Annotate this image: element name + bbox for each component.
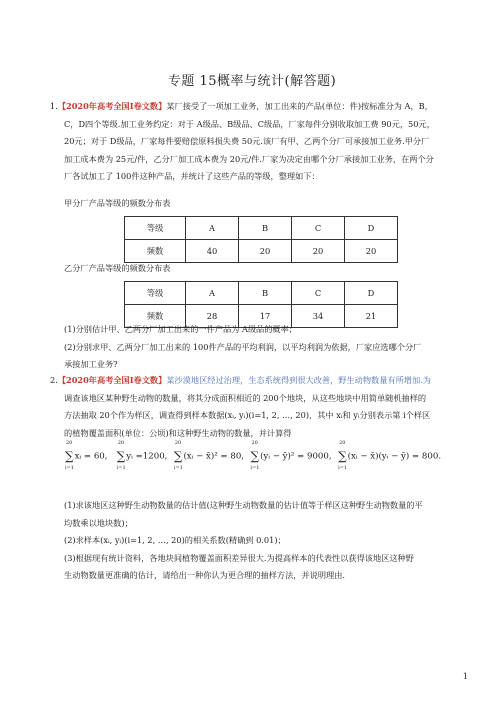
formula-syy: (yᵢ − ȳ)² = 9000, [260, 451, 332, 462]
table-cell: 34 [292, 305, 345, 328]
table-cell: 等级 [125, 217, 186, 240]
sigma-symbol: ∑ 20 i=1 [116, 440, 126, 471]
table-cell: A [186, 217, 239, 240]
table-cell: 频数 [125, 240, 186, 263]
table1-caption: 甲分厂产品等级的频数分布表 [64, 198, 171, 208]
table-cell: C [292, 217, 345, 240]
q2-line-2: 调查该地区某种野生动物的数量，将其分成面积相近的 200个地块，从这些地块中用简单随机抽样的 [64, 392, 427, 403]
q1-subquestion-2-cont: 承接加工业务? [64, 359, 118, 369]
summation-formula [64, 440, 442, 471]
q2-line-4: 的植物覆盖面积(单位：公顷)和这种野生动物的数量，并计算得 [64, 427, 292, 438]
table-row [125, 282, 398, 305]
table-row [125, 240, 398, 263]
q2-source-tag: 【2020年高考全国Ⅰ卷文数】 [57, 375, 167, 385]
sigma-symbol: ∑ 20 i=1 [65, 440, 74, 471]
formula-sxx: (xᵢ − x̄)² = 80, [183, 451, 245, 462]
q2-subquestion-1-cont: 均数乘以地块数)； [64, 517, 133, 528]
q2-subquestion-1: (1)求该地区这种野生动物数量的估计值(这种野生动物数量的估计值等于样区这种野生动物数量的平 [64, 500, 423, 510]
sigma-symbol: ∑ 20 i=1 [173, 440, 183, 471]
q1-line-2: C，D四个等级.加工业务约定：对于 A级品、B级品、C级品，厂家每件分别收取加工费 90元，50元， [64, 118, 435, 129]
sigma-symbol: ∑ 20 i=1 [250, 440, 260, 471]
table-cell: B [239, 217, 292, 240]
table-cell: 40 [186, 240, 239, 263]
q2-text-1: 某沙漠地区经过治理，生态系统得到很大改善，野生动物数量有所增加.为 [166, 375, 431, 385]
q1-subquestion-1: (1)分别估计甲、乙两分厂加工出来的一件产品为 A级品的概率； [64, 324, 297, 334]
question-1 [50, 98, 470, 186]
q1-line-4: 加工成本费为 25元/件，乙分厂加工成本费为 20元/件.厂家为决定由哪个分厂承接加工业务，在两个分 [64, 153, 434, 164]
table-cell: 20 [345, 240, 398, 263]
q2-subquestion-3-cont: 生动物数量更准确的估计，请给出一种你认为更合理的抽样方法，并说明理由. [64, 570, 345, 580]
table-cell: 28 [186, 305, 239, 328]
table-cell: D [345, 282, 398, 305]
q2-number: 2. [50, 375, 58, 385]
q2-line-1 [50, 372, 470, 390]
q1-number: 1. [50, 101, 58, 111]
table-cell: 21 [345, 305, 398, 328]
page-number: 1 [462, 672, 468, 681]
formula-sum-x: xᵢ = 60, [74, 451, 108, 462]
page-title: 专题 15概率与统计(解答题) [167, 74, 337, 89]
q2-subquestion-2: (2)求样本(xᵢ, yᵢ)(i=1, 2, …, 20)的相关系数(精确到 0.01)； [64, 535, 286, 545]
q2-line-3: 方法抽取 20个作为样区，调查得到样本数据(xᵢ, yᵢ)(i=1, 2, …, 20)，其中 xᵢ和 yᵢ分别表示第 i个样区 [64, 410, 431, 420]
q1-source-tag: 【2020年高考全国Ⅰ卷文数】 [57, 101, 167, 111]
q1-text-1: 某厂接受了一项加工业务，加工出来的产品(单位：件)按标准分为 A，B， [166, 101, 433, 111]
formula-sum-y: yᵢ =1200, [126, 451, 168, 462]
q1-subquestion-2: (2)分别求甲、乙两分厂加工出来的 100件产品的平均利润，以平均利润为依据，厂家应选哪个分厂 [64, 341, 422, 352]
q1-line-5: 厂各试加工了 100件这种产品，并统计了这些产品的等级，整理如下： [64, 171, 320, 181]
sigma-symbol: ∑ 20 i=1 [338, 440, 348, 471]
table-cell: 频数 [125, 305, 186, 328]
table-cell: A [186, 282, 239, 305]
table-jia-frequency [124, 216, 398, 263]
table-cell: 17 [239, 305, 292, 328]
table-row [125, 217, 398, 240]
question-2 [50, 372, 470, 442]
table-cell: 20 [239, 240, 292, 263]
table-cell: B [239, 282, 292, 305]
q2-subquestion-3: (3)根据现有统计资料，各地块间植物覆盖面积差异很大.为提高样本的代表性以获得该地区这种野 [64, 552, 414, 563]
table2-caption: 乙分厂产品等级的频数分布表 [64, 263, 171, 273]
q1-line-3: 20元；对于 D级品，厂家每件要赔偿原料损失费 50元.该厂有甲、乙两个分厂可承接加工业务.甲分厂 [64, 136, 430, 146]
table-cell: 20 [292, 240, 345, 263]
table-cell: 等级 [125, 282, 186, 305]
formula-sxy: (xᵢ − x̄)(yᵢ − ȳ) = 800. [347, 451, 442, 462]
table-cell: D [345, 217, 398, 240]
q1-line-1 [50, 98, 470, 116]
question-2-subparts [50, 497, 470, 585]
question-1-subparts [50, 321, 470, 374]
table-cell: C [292, 282, 345, 305]
